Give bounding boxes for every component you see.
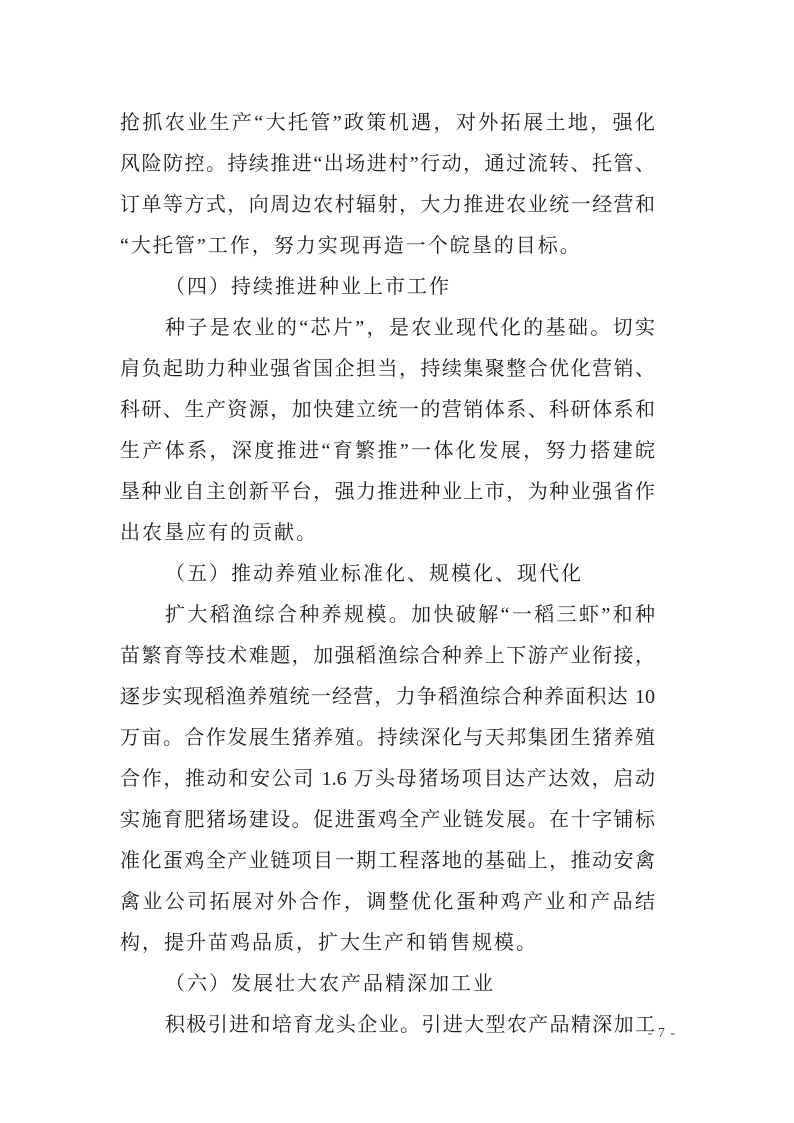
section-heading: （六）发展壮大农产品精深加工业 [165, 973, 495, 995]
text-line: 构，提升苗鸡品质，扩大生产和销售规模。 [120, 932, 538, 954]
text-line: 扩大稻渔综合种养规模。加快破解“一稻三虾”和种 [165, 604, 655, 626]
text-line: 生产体系，深度推进“育繁推”一体化发展，努力搭建皖 [120, 440, 655, 462]
section-heading: （四）持续推进种业上市工作 [165, 276, 451, 298]
text-line: 积极引进和培育龙头企业。引进大型农产品精深加工 [165, 1014, 655, 1036]
text-line: “大托管”工作，努力实现再造一个皖垦的目标。 [120, 235, 582, 257]
page-number: - 7 - [647, 1026, 676, 1041]
section-heading: （五）推动养殖业标准化、规模化、现代化 [165, 563, 583, 585]
text-line: 禽业公司拓展对外合作，调整优化蛋种鸡产业和产品结 [120, 891, 655, 913]
text-line: 肩负起助力种业强省国企担当，持续集聚整合优化营销、 [120, 358, 655, 380]
text-line: 出农垦应有的贡献。 [120, 522, 318, 544]
text-line: 订单等方式，向周边农村辐射，大力推进农业统一经营和 [120, 194, 655, 216]
text-line: 逐步实现稻渔养殖统一经营，力争稻渔综合种养面积达 10 [120, 686, 655, 708]
text-line: 准化蛋鸡全产业链项目一期工程落地的基础上，推动安禽 [120, 850, 655, 872]
text-line: 万亩。合作发展生猪养殖。持续深化与天邦集团生猪养殖 [120, 727, 655, 749]
document-body [120, 103, 655, 1046]
text-line: 垦种业自主创新平台，强力推进种业上市，为种业强省作 [120, 481, 655, 503]
text-line: 苗繁育等技术难题，加强稻渔综合种养上下游产业衔接， [120, 645, 655, 667]
text-line: 抢抓农业生产“大托管”政策机遇，对外拓展土地，强化 [120, 112, 655, 134]
text-line: 种子是农业的“芯片”，是农业现代化的基础。切实 [165, 317, 655, 339]
text-line: 合作，推动和安公司 1.6 万头母猪场项目达产达效，启动 [120, 768, 655, 790]
text-line: 科研、生产资源，加快建立统一的营销体系、科研体系和 [120, 399, 655, 421]
text-line: 实施育肥猪场建设。促进蛋鸡全产业链发展。在十字铺标 [120, 809, 655, 831]
text-line: 风险防控。持续推进“出场进村”行动，通过流转、托管、 [120, 153, 655, 175]
